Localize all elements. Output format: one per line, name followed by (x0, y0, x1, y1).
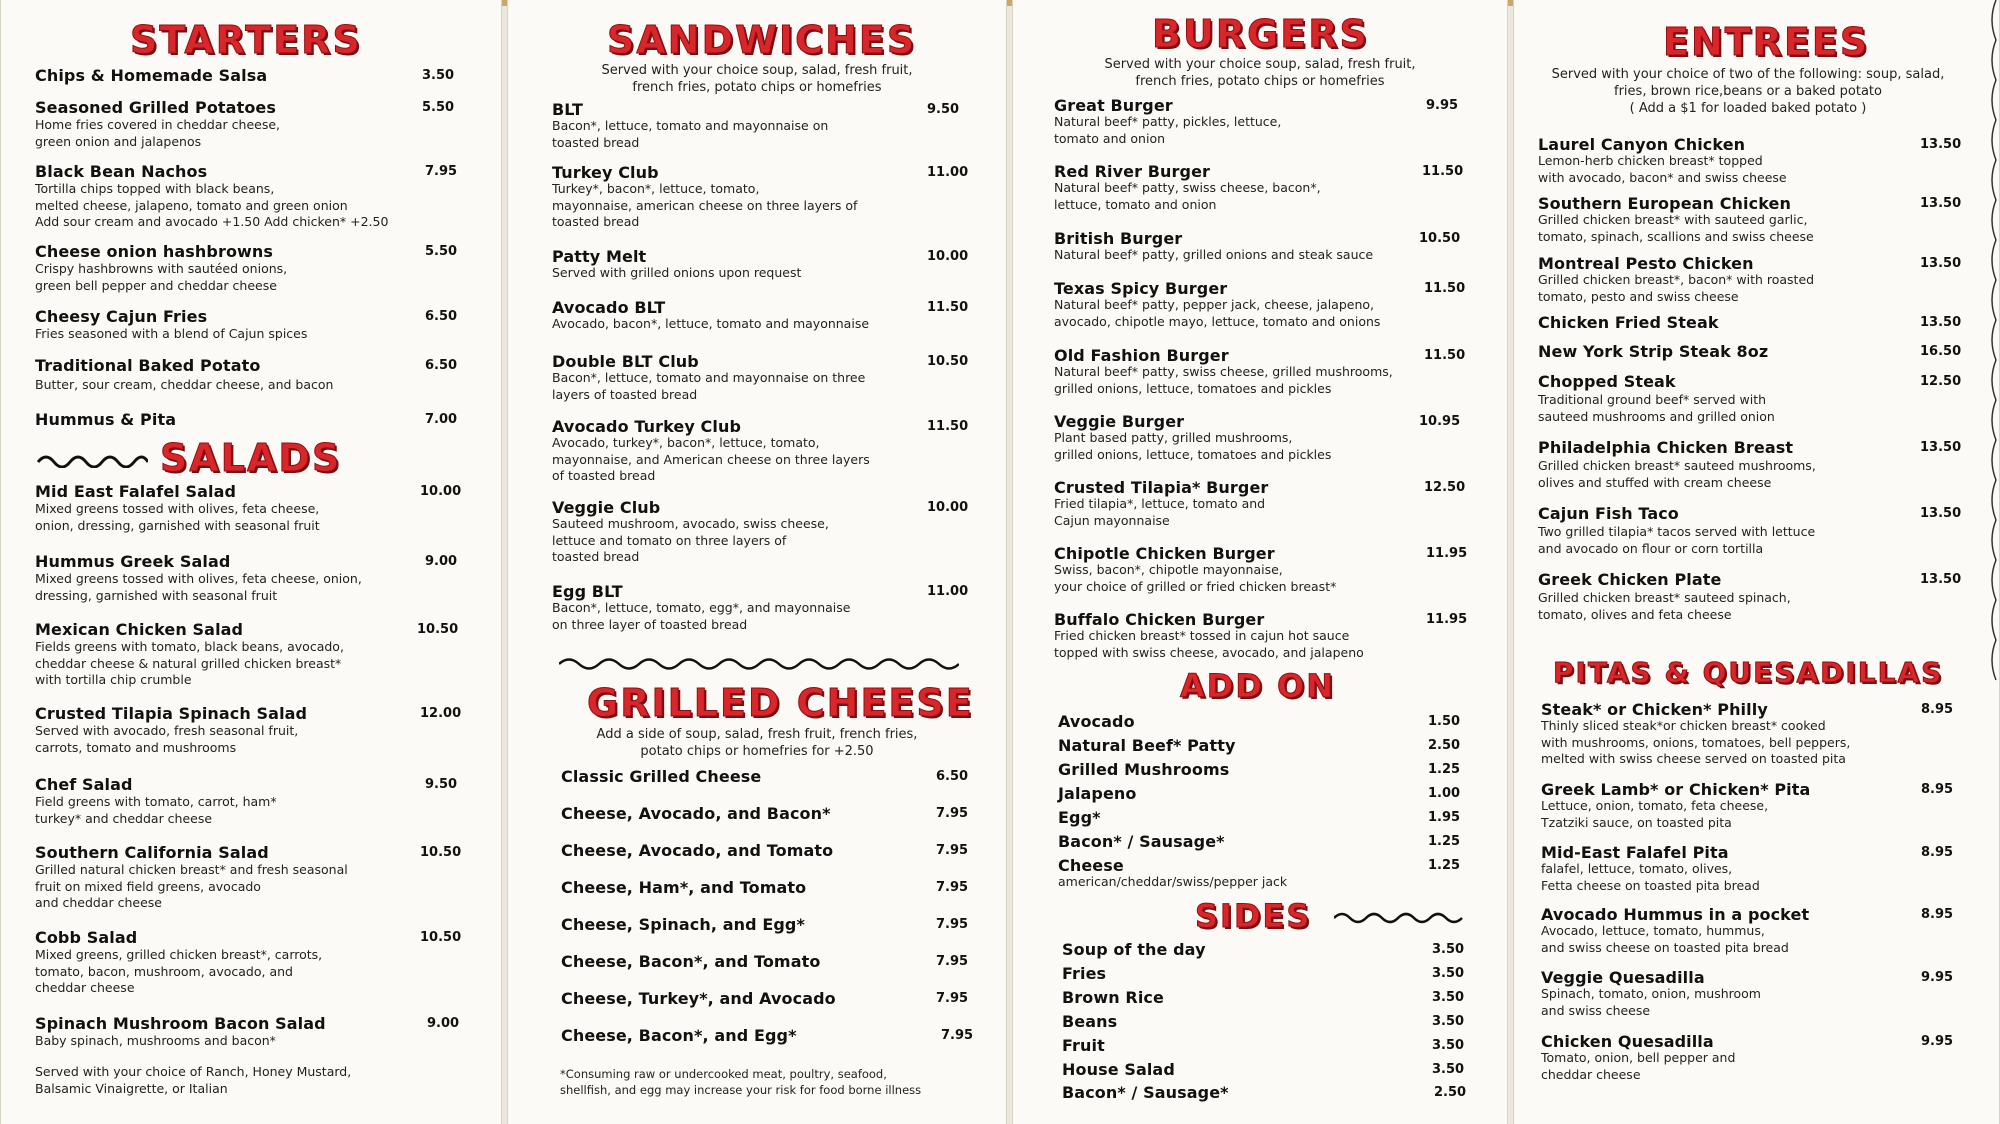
item-description: Avocado, turkey*, bacon*, lettuce, tomato, mayonnaise, and American cheese on three layers of toasted bread (552, 435, 870, 483)
item-name: Mexican Chicken Salad (35, 620, 244, 639)
item-price: 12.50 (1920, 374, 1962, 389)
entrees-heading: ENTREES (1663, 20, 1870, 64)
item-name: Egg BLT (552, 582, 623, 601)
cheese-options: american/cheddar/swiss/pepper jack (1058, 874, 1288, 889)
item-description: Fried tilapia*, lettuce, tomato and Cajun mayonnaise (1054, 496, 1266, 528)
item-description: Mixed greens tossed with olives, feta cheese, onion, dressing, garnished with seasonal fruit (35, 571, 362, 603)
item-name: Southern California Salad (35, 843, 269, 862)
item-name: Philadelphia Chicken Breast (1538, 438, 1794, 457)
item-description: Natural beef* patty, grilled onions and steak sauce (1054, 247, 1374, 262)
salads-heading: SALADS (160, 436, 342, 480)
food-safety-disclaimer: *Consuming raw or undercooked meat, poultry, seafood, shellfish, and egg may increase your risk for food borne illness (560, 1067, 922, 1097)
item-description: falafel, lettuce, tomato, olives, Fetta cheese on toasted pita bread (1541, 861, 1760, 893)
item-price: 10.50 (417, 622, 459, 637)
item-name: British Burger (1054, 229, 1183, 248)
item-name: Spinach Mushroom Bacon Salad (35, 1014, 326, 1033)
item-name: New York Strip Steak 8oz (1538, 342, 1769, 361)
item-description: Natural beef* patty, pepper jack, cheese, jalapeno, avocado, chipotle mayo, lettuce, tomato and onions (1054, 297, 1381, 329)
item-name: Chef Salad (35, 775, 133, 794)
wave-divider (36, 450, 148, 468)
item-name: Crusted Tilapia* Burger (1054, 478, 1269, 497)
item-price: 11.50 (1424, 281, 1466, 296)
item-price: 13.50 (1920, 256, 1962, 271)
entrees-subtitle: Served with your choice of two of the following: soup, salad, fries, brown rice,beans or a baked potato ( Add a $1 for loaded baked potato ) (1551, 67, 1945, 116)
item-description: Natural beef* patty, swiss cheese, grilled mushrooms, grilled onions, lettuce, tomatoes and pickles (1054, 364, 1393, 396)
item-name: Avocado Turkey Club (552, 417, 742, 436)
item-price: 11.95 (1426, 612, 1468, 627)
item-price: 12.50 (1424, 480, 1466, 495)
item-name: Veggie Burger (1054, 412, 1185, 431)
item-name: Chipotle Chicken Burger (1054, 544, 1275, 563)
item-description: Grilled chicken breast* with sauteed garlic, tomato, spinach, scallions and swiss cheese (1538, 212, 1814, 244)
grilled-cheese-heading: GRILLED CHEESE (587, 681, 974, 725)
item-description: Baby spinach, mushrooms and bacon* (35, 1033, 276, 1048)
item-description: Fries seasoned with a blend of Cajun spices (35, 326, 308, 341)
item-price: 16.50 (1920, 344, 1962, 359)
item-price: 11.50 (1424, 348, 1466, 363)
item-description: Plant based patty, grilled mushrooms, grilled onions, lettuce, tomatoes and pickles (1054, 430, 1332, 462)
item-description: Grilled chicken breast*, bacon* with roasted tomato, pesto and swiss cheese (1538, 272, 1815, 304)
item-name: Cheese onion hashbrowns (35, 242, 274, 261)
item-description: Natural beef* patty, pickles, lettuce, tomato and onion (1054, 114, 1282, 146)
item-price: 10.50 (420, 845, 462, 860)
item-description: Traditional ground beef* served with sauteed mushrooms and grilled onion (1538, 392, 1775, 424)
burgers-heading: BURGERS (1152, 12, 1369, 56)
item-price: 11.50 (927, 300, 969, 315)
item-name: Crusted Tilapia Spinach Salad (35, 704, 308, 723)
item-price: 10.95 (1419, 414, 1461, 429)
item-price: 11.00 (927, 165, 969, 180)
item-price: 5.50 (422, 100, 455, 115)
item-price: 6.50 (425, 358, 458, 373)
dressing-note: Served with your choice of Ranch, Honey Mustard, Balsamic Vinaigrette, or Italian (35, 1064, 352, 1096)
item-description: Butter, sour cream, cheddar cheese, and bacon (35, 377, 334, 392)
grilled-cheese-subtitle: Add a side of soup, salad, fresh fruit, french fries, potato chips or homefries for +2.50 (596, 727, 918, 759)
item-name: Mid-East Falafel Pita (1541, 843, 1729, 862)
item-price: 10.00 (420, 484, 462, 499)
item-description: Avocado, bacon*, lettuce, tomato and mayonnaise (552, 316, 870, 331)
menu-panel-burgers-addon-sides: BURGERS Served with your choice soup, salad, fresh fruit, french fries, potato chips or homefries Great Burger 9.95 Natural beef* patty, pickles, lettuce, tomato and onion Red River Burger 11.50 Natural beef* patty, swiss cheese, bacon*, lettuce, tomato and onion British Burger 10.50 Natural beef* patty, grilled onions and steak sauce Texas Spicy Burger 11.50 Natural beef* patty, pepper jack, cheese, jalapeno, avocado, chipotle mayo, lettuce, tomato and onions Old Fashion Burger 11.50 Natural beef* patty, swiss cheese, grilled mushrooms, grilled onions, lettuce, tomatoes and pickles Veggie Burger 10.95 Plant based patty, grilled mushrooms, grilled onions, lettuce, tomatoes and pickles Crusted Tilapia* Burger 12.50 Fried tilapia*, lettuce, tomato and Cajun mayonnaise Chipotle Chicken Burger 11.95 Swiss, bacon*, chipotle mayonnaise, your choice of grilled or fried chicken breast* Buffalo Chicken Burger 11.95 Fried chicken breast* tossed in cajun hot sauce topped with swiss cheese, avocado, and jalapeno ADD ON Avocado 1.50 Natural Beef* Patty 2.50 Grilled Mushrooms 1.25 Jalapeno 1.00 Egg* 1.95 Bacon* / Sausage* 1.25 Cheese 1.25 american/cheddar/swiss/pepper jack SIDES Soup of the day 3.50 Fries 3.50 Brown Rice 3.50 Beans 3.50 Fruit 3.50 House Salad 3.50 Bacon* / Sausage* 2.50 (1012, 0, 1508, 1124)
item-name: Double BLT Club (552, 352, 699, 371)
menu-panel-entrees-pitas (1513, 0, 2000, 1124)
item-price: 13.50 (1920, 137, 1962, 152)
item-description: Thinly sliced steak*or chicken breast* cooked with mushrooms, onions, tomatoes, bell peppers, melted with swiss cheese served on toasted pita (1541, 718, 1851, 766)
item-name: Veggie Quesadilla (1541, 968, 1705, 987)
item-price: 5.50 (425, 244, 458, 259)
item-price: 9.50 (927, 102, 960, 117)
item-description: Natural beef* patty, swiss cheese, bacon*, lettuce, tomato and onion (1054, 180, 1321, 212)
item-description: Bacon*, lettuce, tomato, egg*, and mayonnaise on three layer of toasted bread (552, 600, 851, 632)
item-description: Grilled chicken breast* sauteed mushrooms, olives and stuffed with cream cheese (1538, 458, 1816, 490)
item-description: Swiss, bacon*, chipotle mayonnaise, your choice of grilled or fried chicken breast* (1054, 562, 1337, 594)
item-description: Grilled chicken breast* sauteed spinach, tomato, olives and feta cheese (1538, 590, 1791, 622)
item-description: Crispy hashbrowns with sautéed onions, green bell pepper and cheddar cheese (35, 261, 288, 293)
item-description: Fields greens with tomato, black beans, avocado, cheddar cheese & natural grilled chicken breast* with tortilla chip crumble (35, 639, 344, 687)
item-price: 10.50 (927, 354, 969, 369)
item-name: Greek Chicken Plate (1538, 570, 1722, 589)
item-name: Red River Burger (1054, 162, 1211, 181)
item-name: Steak* or Chicken* Philly (1541, 700, 1768, 719)
item-name: Cajun Fish Taco (1538, 504, 1679, 523)
burgers-subtitle: Served with your choice soup, salad, fresh fruit, french fries, potato chips or homefries (1104, 57, 1416, 89)
item-name: Hummus & Pita (35, 410, 177, 429)
scalloped-edge-decoration (1986, 0, 2000, 700)
item-description: Tomato, onion, bell pepper and cheddar cheese (1541, 1050, 1736, 1082)
item-price: 9.95 (1921, 1034, 1954, 1049)
item-price: 13.50 (1920, 440, 1962, 455)
item-name: Black Bean Nachos (35, 162, 208, 181)
item-name: Seasoned Grilled Potatoes (35, 98, 276, 117)
item-name: Turkey Club (552, 163, 659, 182)
item-description: Grilled natural chicken breast* and fresh seasonal fruit on mixed field greens, avocado and cheddar cheese (35, 862, 348, 910)
item-price: 10.00 (927, 249, 969, 264)
item-price: 13.50 (1920, 506, 1962, 521)
item-description: Home fries covered in cheddar cheese, green onion and jalapenos (35, 117, 280, 149)
item-description: Tortilla chips topped with black beans, melted cheese, jalapeno, tomato and green onion Add sour cream and avocado +1.50 Add chicken* +2.50 (35, 181, 389, 229)
item-name: Chicken Quesadilla (1541, 1032, 1714, 1051)
item-name: Montreal Pesto Chicken (1538, 254, 1754, 273)
wave-divider (1334, 908, 1464, 924)
pitas-quesadillas-heading: PITAS & QUESADILLAS (1553, 656, 1944, 689)
starters-heading: STARTERS (130, 18, 362, 62)
item-description: Spinach, tomato, onion, mushroom and swiss cheese (1541, 986, 1761, 1018)
item-name: Mid East Falafel Salad (35, 482, 237, 501)
item-name: BLT (552, 100, 583, 119)
item-name: Buffalo Chicken Burger (1054, 610, 1265, 629)
menu-panel-sandwiches-grilled-cheese: SANDWICHES Served with your choice soup, salad, fresh fruit, french fries, potato chips or homefries BLT 9.50 Bacon*, lettuce, tomato and mayonnaise on toasted bread Turkey Club 11.00 Turkey*, bacon*, lettuce, tomato, mayonnaise, american cheese on three layers of toasted bread Patty Melt 10.00 Served with grilled onions upon request Avocado BLT 11.50 Avocado, bacon*, lettuce, tomato and mayonnaise Double BLT Club 10.50 Bacon*, lettuce, tomato and mayonnaise on three layers of toasted bread Avocado Turkey Club 11.50 Avocado, turkey*, bacon*, lettuce, tomato, mayonnaise, and American cheese on three layers of toasted bread Veggie Club 10.00 Sauteed mushroom, avocado, swiss cheese, lettuce and tomato on three layers of toasted bread Egg BLT 11.00 Bacon*, lettuce, tomato, egg*, and mayonnaise on three layer of toasted bread GRILLED CHEESE Add a side of soup, salad, fresh fruit, french fries, potato chips or homefries for +2.50 Classic Grilled Cheese 6.50 Cheese, Avocado, and Bacon* 7.95 Cheese, Avocado, and Tomato 7.95 Cheese, Ham*, and Tomato 7.95 Cheese, Spinach, and Egg* 7.95 Cheese, Bacon*, and Tomato 7.95 Cheese, Turkey*, and Avocado 7.95 Cheese, Bacon*, and Egg* 7.95 *Consuming raw or undercooked meat, poultry, seafood, shellfish, and egg may increase your risk for food borne illness (507, 0, 1007, 1124)
item-price: 7.00 (425, 412, 458, 427)
item-name: Cobb Salad (35, 928, 138, 947)
item-price: 11.00 (927, 584, 969, 599)
item-description: Bacon*, lettuce, tomato and mayonnaise on three layers of toasted bread (552, 370, 866, 402)
menu-panel-starters-salads (0, 0, 502, 1124)
item-description: Sauteed mushroom, avocado, swiss cheese, lettuce and tomato on three layers of toasted bread (552, 516, 829, 564)
item-price: 13.50 (1920, 572, 1962, 587)
item-name: Greek Lamb* or Chicken* Pita (1541, 780, 1811, 799)
item-price: 11.50 (1422, 164, 1464, 179)
item-price: 10.50 (1419, 231, 1461, 246)
item-description: Lettuce, onion, tomato, feta cheese, Tzatziki sauce, on toasted pita (1541, 798, 1769, 830)
item-price: 8.95 (1921, 907, 1954, 922)
item-description: Fried chicken breast* tossed in cajun hot sauce topped with swiss cheese, avocado, and jalapeno (1054, 628, 1364, 660)
item-description: Served with avocado, fresh seasonal fruit, carrots, tomato and mushrooms (35, 723, 299, 755)
item-price: 8.95 (1921, 782, 1954, 797)
item-name: Cheesy Cajun Fries (35, 307, 208, 326)
add-on-heading: ADD ON (1180, 667, 1336, 705)
item-price: 9.95 (1921, 970, 1954, 985)
item-price: 10.00 (927, 500, 969, 515)
item-price: 9.95 (1426, 98, 1459, 113)
item-price: 9.00 (427, 1016, 460, 1031)
item-name: Chips & Homemade Salsa (35, 66, 268, 85)
item-name: Chopped Steak (1538, 372, 1676, 391)
item-price: 3.50 (422, 68, 455, 83)
item-description: Served with grilled onions upon request (552, 265, 802, 280)
item-price: 7.95 (425, 164, 458, 179)
item-name: Laurel Canyon Chicken (1538, 135, 1746, 154)
item-price: 9.50 (425, 777, 458, 792)
item-price: 9.00 (425, 554, 458, 569)
item-name: Avocado Hummus in a pocket (1541, 905, 1810, 924)
item-price: 6.50 (425, 309, 458, 324)
item-price: 11.95 (1426, 546, 1468, 561)
sides-heading: SIDES (1195, 897, 1312, 935)
item-description: Field greens with tomato, carrot, ham* turkey* and cheddar cheese (35, 794, 277, 826)
item-price: 12.00 (420, 706, 462, 721)
item-description: Two grilled tilapia* tacos served with lettuce and avocado on flour or corn tortilla (1538, 524, 1816, 556)
item-name: Traditional Baked Potato (35, 356, 261, 375)
item-description: Mixed greens tossed with olives, feta cheese, onion, dressing, garnished with seasonal fruit (35, 501, 320, 533)
item-price: 13.50 (1920, 315, 1962, 330)
item-price: 13.50 (1920, 196, 1962, 211)
item-description: Turkey*, bacon*, lettuce, tomato, mayonnaise, american cheese on three layers of toasted bread (552, 181, 858, 229)
item-description: Mixed greens, grilled chicken breast*, carrots, tomato, bacon, mushroom, avocado, and cheddar cheese (35, 947, 323, 995)
item-name: Veggie Club (552, 498, 661, 517)
item-name: Great Burger (1054, 96, 1173, 115)
item-description: Lemon-herb chicken breast* topped with avocado, bacon* and swiss cheese (1538, 153, 1787, 185)
item-price: 8.95 (1921, 845, 1954, 860)
item-name: Avocado BLT (552, 298, 666, 317)
item-description: Bacon*, lettuce, tomato and mayonnaise on toasted bread (552, 118, 829, 150)
sandwiches-heading: SANDWICHES (607, 18, 917, 62)
item-name: Hummus Greek Salad (35, 552, 231, 571)
item-name: Texas Spicy Burger (1054, 279, 1228, 298)
item-description: Avocado, lettuce, tomato, hummus, and swiss cheese on toasted pita bread (1541, 923, 1789, 955)
item-name: Chicken Fried Steak (1538, 313, 1719, 332)
sandwiches-subtitle: Served with your choice soup, salad, fresh fruit, french fries, potato chips or homefries (601, 63, 913, 95)
item-name: Old Fashion Burger (1054, 346, 1229, 365)
item-name: Southern European Chicken (1538, 194, 1791, 213)
wave-divider (559, 654, 959, 670)
item-price: 10.50 (420, 930, 462, 945)
item-name: Patty Melt (552, 247, 647, 266)
item-price: 11.50 (927, 419, 969, 434)
item-price: 8.95 (1921, 702, 1954, 717)
